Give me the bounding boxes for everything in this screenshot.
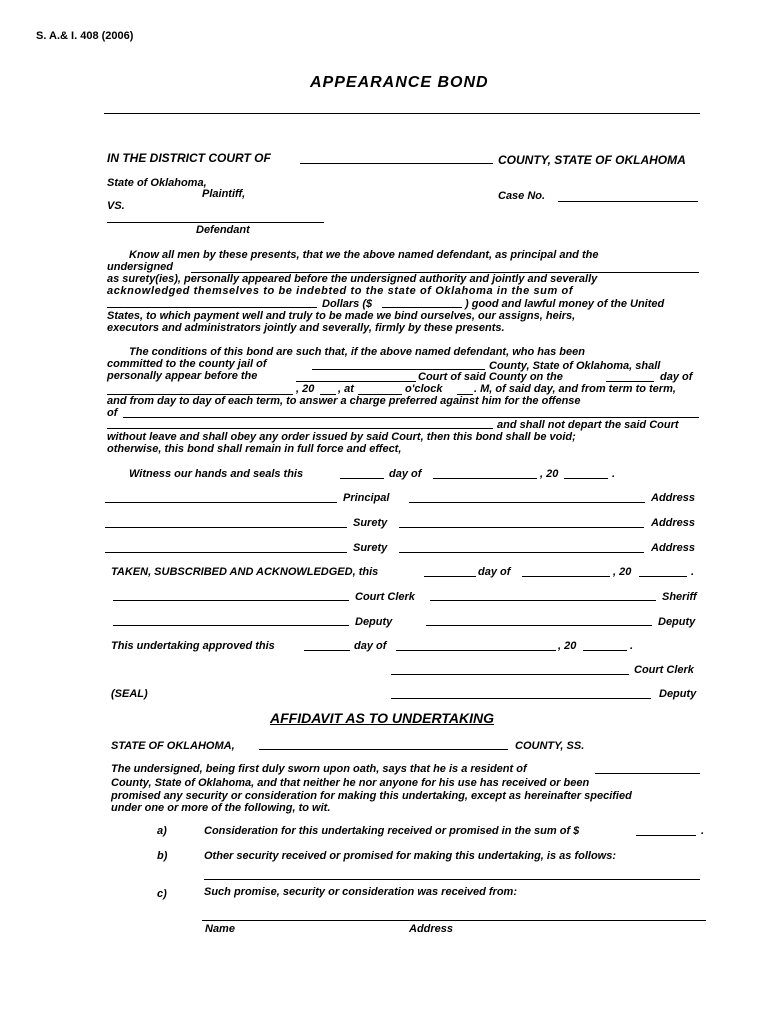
item-a-text: Consideration for this undertaking received or promised in the sum of $ [204, 825, 580, 837]
affidavit-line1: The undersigned, being first duly sworn upon oath, says that he is a resident of [111, 763, 527, 775]
taken-day-blank[interactable] [424, 576, 476, 577]
plaintiff-label: Plaintiff, [202, 188, 246, 200]
para2-at-label: , at [338, 383, 354, 395]
para2-line3b: Court of said County on the [418, 371, 563, 383]
court-county-blank[interactable] [300, 163, 493, 164]
item-b-text: Other security received or promised for making this undertaking, is as follows: [204, 850, 616, 862]
court-clerk-label: Court Clerk [355, 591, 415, 603]
item-c-label: c) [157, 888, 167, 900]
item-a-label: a) [157, 825, 167, 837]
deputy-sheriff-label: Deputy [658, 616, 696, 628]
form-code: S. A.& I. 408 (2006) [36, 30, 134, 42]
name-label: Name [205, 923, 235, 935]
defendant-label: Defendant [196, 224, 250, 236]
para2-line2b: County, State of Oklahoma, shall [489, 360, 661, 372]
witness-year-blank[interactable] [564, 478, 608, 479]
resident-county-blank[interactable] [595, 773, 700, 774]
affidavit-line2: County, State of Oklahoma, and that neither he nor anyone for his use has received or been [111, 777, 590, 789]
para2-line2a: committed to the county jail of [107, 358, 267, 370]
approved-year-blank[interactable] [583, 650, 627, 651]
principal-label: Principal [343, 492, 390, 504]
affidavit-state: STATE OF OKLAHOMA, [111, 740, 235, 752]
approving-clerk-signature-line[interactable] [391, 674, 629, 675]
para2-oclock-label: o'clock [405, 383, 443, 395]
surety2-label: Surety [353, 542, 388, 554]
witness-day-blank[interactable] [340, 478, 384, 479]
principal-signature-line[interactable] [105, 502, 337, 503]
principal-address-label: Address [651, 492, 696, 504]
para2-of-label: of [107, 407, 118, 419]
received-from-blank[interactable] [202, 920, 706, 921]
court-suffix: COUNTY, STATE OF OKLAHOMA [498, 153, 686, 167]
taken-year-label: , 20 [613, 566, 632, 578]
approved-year-label: , 20 [558, 640, 577, 652]
bond-amount-number-blank[interactable] [382, 307, 462, 308]
para1-line5-end: ) good and lawful money of the United [465, 298, 665, 310]
other-security-blank[interactable] [204, 879, 700, 880]
para1-line2: undersigned [107, 261, 174, 273]
witness-year-label: , 20 [540, 468, 559, 480]
approved-day-blank[interactable] [304, 650, 350, 651]
item-b-label: b) [157, 850, 168, 862]
consideration-amount-blank[interactable] [636, 835, 696, 836]
taken-month-blank[interactable] [522, 576, 610, 577]
para2-line8: without leave and shall obey any order issued by said Court, then this bond shall be void; [107, 431, 576, 443]
item-a-end: . [701, 825, 705, 837]
para1-line3: as surety(ies), personally appeared before the undersigned authority and jointly and severally [107, 273, 598, 285]
surety1-label: Surety [353, 517, 388, 529]
affidavit-line3: promised any security or consideration for making this undertaking, except as hereinafter specified [111, 790, 632, 802]
taken-end: . [691, 566, 695, 578]
para2-line5: and from day to day of each term, to answer a charge preferred against him for the offense [107, 395, 581, 407]
para1-dollars: Dollars ($ [322, 298, 373, 310]
surety2-address-label: Address [651, 542, 696, 554]
appear-day-blank[interactable] [606, 381, 654, 382]
taken-year-blank[interactable] [639, 576, 687, 577]
affidavit-county-ss: COUNTY, SS. [515, 740, 585, 752]
witness-end: . [612, 468, 616, 480]
taken-text: TAKEN, SUBSCRIBED AND ACKNOWLEDGED, this [111, 566, 379, 578]
witness-text: Witness our hands and seals this [129, 468, 304, 480]
taken-day-of: day of [478, 566, 511, 578]
approving-clerk-label: Court Clerk [634, 664, 694, 676]
principal-address-line[interactable] [409, 502, 645, 503]
approved-end: . [630, 640, 634, 652]
offense-blank-1[interactable] [123, 417, 699, 418]
page-title: APPEARANCE BOND [310, 74, 489, 91]
approved-text: This undertaking approved this [111, 640, 275, 652]
surety2-signature-line[interactable] [105, 552, 347, 553]
title-rule [104, 113, 700, 114]
para2-line1: The conditions of this bond are such that, if the above named defendant, who has been [129, 346, 585, 358]
case-no-blank[interactable] [558, 201, 698, 202]
sheriff-label: Sheriff [662, 591, 697, 603]
para1-line1: Know all men by these presents, that we the above named defendant, as principal and the [129, 249, 599, 261]
para2-line7: and shall not depart the said Court [497, 419, 679, 431]
case-no-label: Case No. [498, 190, 546, 202]
para1-line6: States, to which payment well and truly to be made we bind ourselves, our assigns, heirs, [107, 310, 576, 322]
approved-month-blank[interactable] [396, 650, 556, 651]
affidavit-county-blank[interactable] [259, 749, 508, 750]
witness-month-blank[interactable] [433, 478, 537, 479]
affidavit-title: AFFIDAVIT AS TO UNDERTAKING [270, 710, 494, 726]
surety2-address-line[interactable] [399, 552, 644, 553]
para2-year-label: , 20 [296, 383, 315, 395]
deputy-clerk-signature-line[interactable] [113, 625, 349, 626]
surety1-signature-line[interactable] [105, 527, 347, 528]
para2-line3c: day of [660, 371, 693, 383]
witness-day-of: day of [389, 468, 422, 480]
court-prefix: IN THE DISTRICT COURT OF [107, 151, 271, 165]
sheriff-signature-line[interactable] [430, 600, 656, 601]
para1-line4: acknowledged themselves to be indebted to the state of Oklahoma in the sum of [107, 285, 574, 297]
jail-county-blank[interactable] [312, 369, 485, 370]
bond-amount-words-blank[interactable] [107, 307, 317, 308]
surety1-address-line[interactable] [399, 527, 644, 528]
seal-label: (SEAL) [111, 688, 148, 700]
court-name-blank[interactable] [296, 381, 416, 382]
offense-blank-2[interactable] [107, 428, 493, 429]
defendant-blank[interactable] [107, 222, 324, 223]
affidavit-line4: under one or more of the following, to wit. [111, 802, 331, 814]
para2-line9: otherwise, this bond shall remain in full force and effect, [107, 443, 402, 455]
item-c-text: Such promise, security or consideration was received from: [204, 886, 517, 898]
address-label: Address [409, 923, 454, 935]
surety1-address-label: Address [651, 517, 696, 529]
approved-day-of: day of [354, 640, 387, 652]
plaintiff-state: State of Oklahoma, [107, 177, 207, 189]
deputy-sheriff-signature-line[interactable] [426, 625, 652, 626]
approving-deputy-label: Deputy [659, 688, 697, 700]
approving-deputy-signature-line[interactable] [391, 698, 651, 699]
para2-line3a: personally appear before the [107, 370, 258, 382]
para1-line7: executors and administrators jointly and severally, firmly by these presents. [107, 322, 505, 334]
para2-line4-end: . M, of said day, and from term to term, [474, 383, 676, 395]
deputy-clerk-label: Deputy [355, 616, 393, 628]
court-clerk-signature-line[interactable] [113, 600, 349, 601]
versus-label: VS. [107, 200, 125, 212]
